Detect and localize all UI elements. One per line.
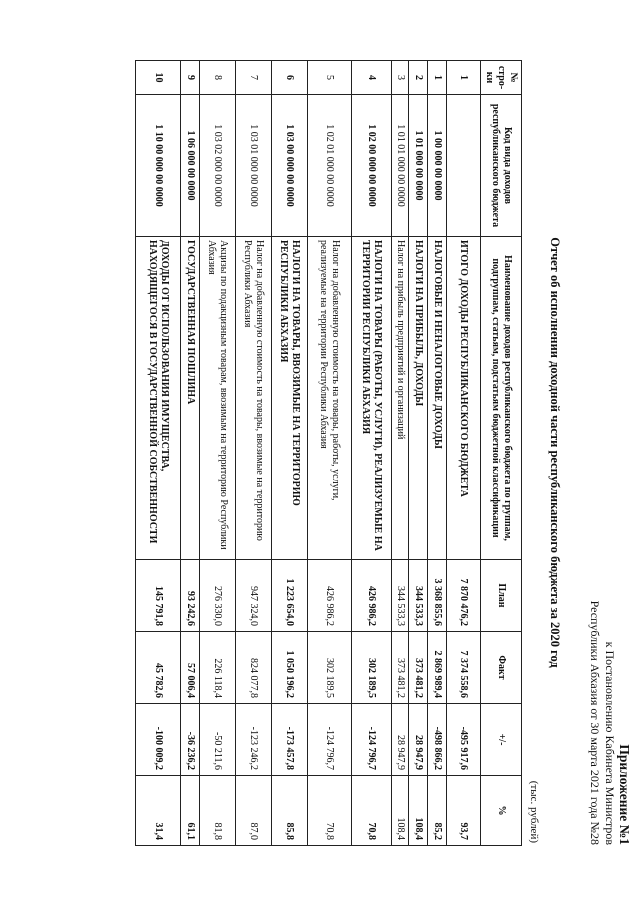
name-cell: Налог на добавленную стоимость на товары, работы, услуги, реализуемые на территории Республики Абхазия [308,237,352,560]
header-pct: % [481,776,522,846]
diff-cell: -124 796,7 [352,704,392,776]
fact-cell: 7 374 558,6 [447,632,481,704]
name-cell: ДОХОДЫ ОТ ИСПОЛЬЗОВАНИЯ ИМУЩЕСТВА, НАХОДЯЩЕГОСЯ В ГОСУДАРСТВЕННОЙ СОБСТВЕННОСТИ [136,237,181,560]
code-cell: 1 02 01 000 00 0000 [308,95,352,237]
plan-cell: 426 986,2 [308,560,352,632]
plan-cell: 344 533,3 [392,560,409,632]
code-cell: 1 03 01 000 00 0000 [236,95,272,237]
table-row [428,61,447,846]
row-no-cell: 9 [181,61,200,95]
diff-cell: -173 457,8 [272,704,308,776]
code-cell: 1 01 01 000 00 0000 [392,95,409,237]
diff-cell: -124 796,7 [308,704,352,776]
pct-cell: 85,2 [428,776,447,846]
row-no-cell: 2 [409,61,428,95]
fact-cell: 302 189,5 [352,632,392,704]
code-cell: 1 00 000 00 0000 [428,95,447,237]
code-cell: 1 06 000 00 0000 [181,95,200,237]
diff-cell: -495 917,6 [447,704,481,776]
name-cell: ГОСУДАРСТВЕННАЯ ПОШЛИНА [181,237,200,560]
plan-cell: 947 324,0 [236,560,272,632]
pct-cell: 70,8 [352,776,392,846]
plan-cell: 344 533,3 [409,560,428,632]
plan-cell: 7 870 476,2 [447,560,481,632]
pct-cell: 85,8 [272,776,308,846]
pct-cell: 108,4 [392,776,409,846]
table-row [352,61,392,846]
units-label: (тыс. рублей) [528,780,540,843]
row-no-cell: 6 [272,61,308,95]
name-cell: Акцизы по подакцизным товарам, ввозимым на территорию Республики Абхазия [200,237,236,560]
name-cell: ИТОГО ДОХОДЫ РЕСПУБЛИКАНСКОГО БЮДЖЕТА [447,237,481,560]
table-row [272,61,308,846]
header-plan: План [481,560,522,632]
header-row-no: № стро-ки [481,61,522,95]
pct-cell: 31,4 [136,776,181,846]
header-name: Наименование доходов республиканского бюджета по группам, подгруппам, статьям, подстатьям бюджетной классификации [481,237,522,560]
table-row [136,61,181,846]
plan-cell: 3 368 855,6 [428,560,447,632]
report-title: Отчет об исполнении доходной части республиканского бюджета за 2020 год [548,237,562,668]
plan-cell: 276 330,0 [200,560,236,632]
appendix-line-1: к Постановлению Кабинета Министров [603,641,617,845]
row-no-cell: 1 [428,61,447,95]
table-row [308,61,352,846]
row-no-cell: 7 [236,61,272,95]
plan-cell: 1 223 654,0 [272,560,308,632]
fact-cell: 1 050 196,2 [272,632,308,704]
table-row [236,61,272,846]
diff-cell: -36 236,2 [181,704,200,776]
table-header-row [481,61,522,846]
appendix-line-2: Республики Абхазия от 30 марта 2021 года №28 [588,600,602,845]
plan-cell: 145 791,8 [136,560,181,632]
pct-cell: 93,7 [447,776,481,846]
header-fact: Факт [481,632,522,704]
code-cell: 1 03 00 000 00 0000 [272,95,308,237]
fact-cell: 373 481,2 [409,632,428,704]
pct-cell: 81,8 [200,776,236,846]
fact-cell: 45 782,6 [136,632,181,704]
fact-cell: 373 481,2 [392,632,409,704]
name-cell: Налог на добавленную стоимость на товары, ввозимые на территорию Республики Абхазия [236,237,272,560]
appendix-title: Приложение №1 [617,744,632,845]
diff-cell: -123 246,2 [236,704,272,776]
pct-cell: 70,8 [308,776,352,846]
name-cell: НАЛОГОВЫЕ И НЕНАЛОГОВЫЕ ДОХОДЫ [428,237,447,560]
fact-cell: 57 006,4 [181,632,200,704]
pct-cell: 61,1 [181,776,200,846]
code-cell: 1 10 00 000 00 0000 [136,95,181,237]
table-row [181,61,200,846]
appendix-block [587,601,632,845]
diff-cell: -498 866,2 [428,704,447,776]
table-row [200,61,236,846]
code-cell: 1 01 000 00 0000 [409,95,428,237]
code-cell [447,95,481,237]
table-row [409,61,428,846]
pct-cell: 108,4 [409,776,428,846]
row-no-cell: 5 [308,61,352,95]
row-no-cell: 10 [136,61,181,95]
header-code: Код вида доходов республиканского бюджета [481,95,522,237]
row-no-cell: 1 [447,61,481,95]
fact-cell: 302 189,5 [308,632,352,704]
plan-cell: 93 242,6 [181,560,200,632]
fact-cell: 226 118,4 [200,632,236,704]
header-diff: +/- [481,704,522,776]
plan-cell: 426 986,2 [352,560,392,632]
pct-cell: 87,0 [236,776,272,846]
row-no-cell: 4 [352,61,392,95]
row-no-cell: 8 [200,61,236,95]
name-cell: НАЛОГИ НА ПРИБЫЛЬ, ДОХОДЫ [409,237,428,560]
fact-cell: 2 869 989,4 [428,632,447,704]
fact-cell: 824 077,8 [236,632,272,704]
name-cell: Налог на прибыль предприятий и организаций [392,237,409,560]
revenue-table [135,60,522,846]
diff-cell: 28 947,9 [392,704,409,776]
diff-cell: -100 009,2 [136,704,181,776]
table-row [392,61,409,846]
name-cell: НАЛОГИ НА ТОВАРЫ, ВВОЗИМЫЕ НА ТЕРРИТОРИЮ РЕСПУБЛИКИ АБХАЗИЯ [272,237,308,560]
code-cell: 1 03 02 000 00 0000 [200,95,236,237]
name-cell: НАЛОГИ НА ТОВАРЫ (РАБОТЫ, УСЛУГИ), РЕАЛИЗУЕМЫЕ НА ТЕРРИТОРИИ РЕСПУБЛИКИ АБХАЗИЯ [352,237,392,560]
table-body [136,61,481,846]
diff-cell: -50 211,6 [200,704,236,776]
code-cell: 1 02 00 000 00 0000 [352,95,392,237]
diff-cell: 28 947,9 [409,704,428,776]
row-no-cell: 3 [392,61,409,95]
table-row [447,61,481,846]
